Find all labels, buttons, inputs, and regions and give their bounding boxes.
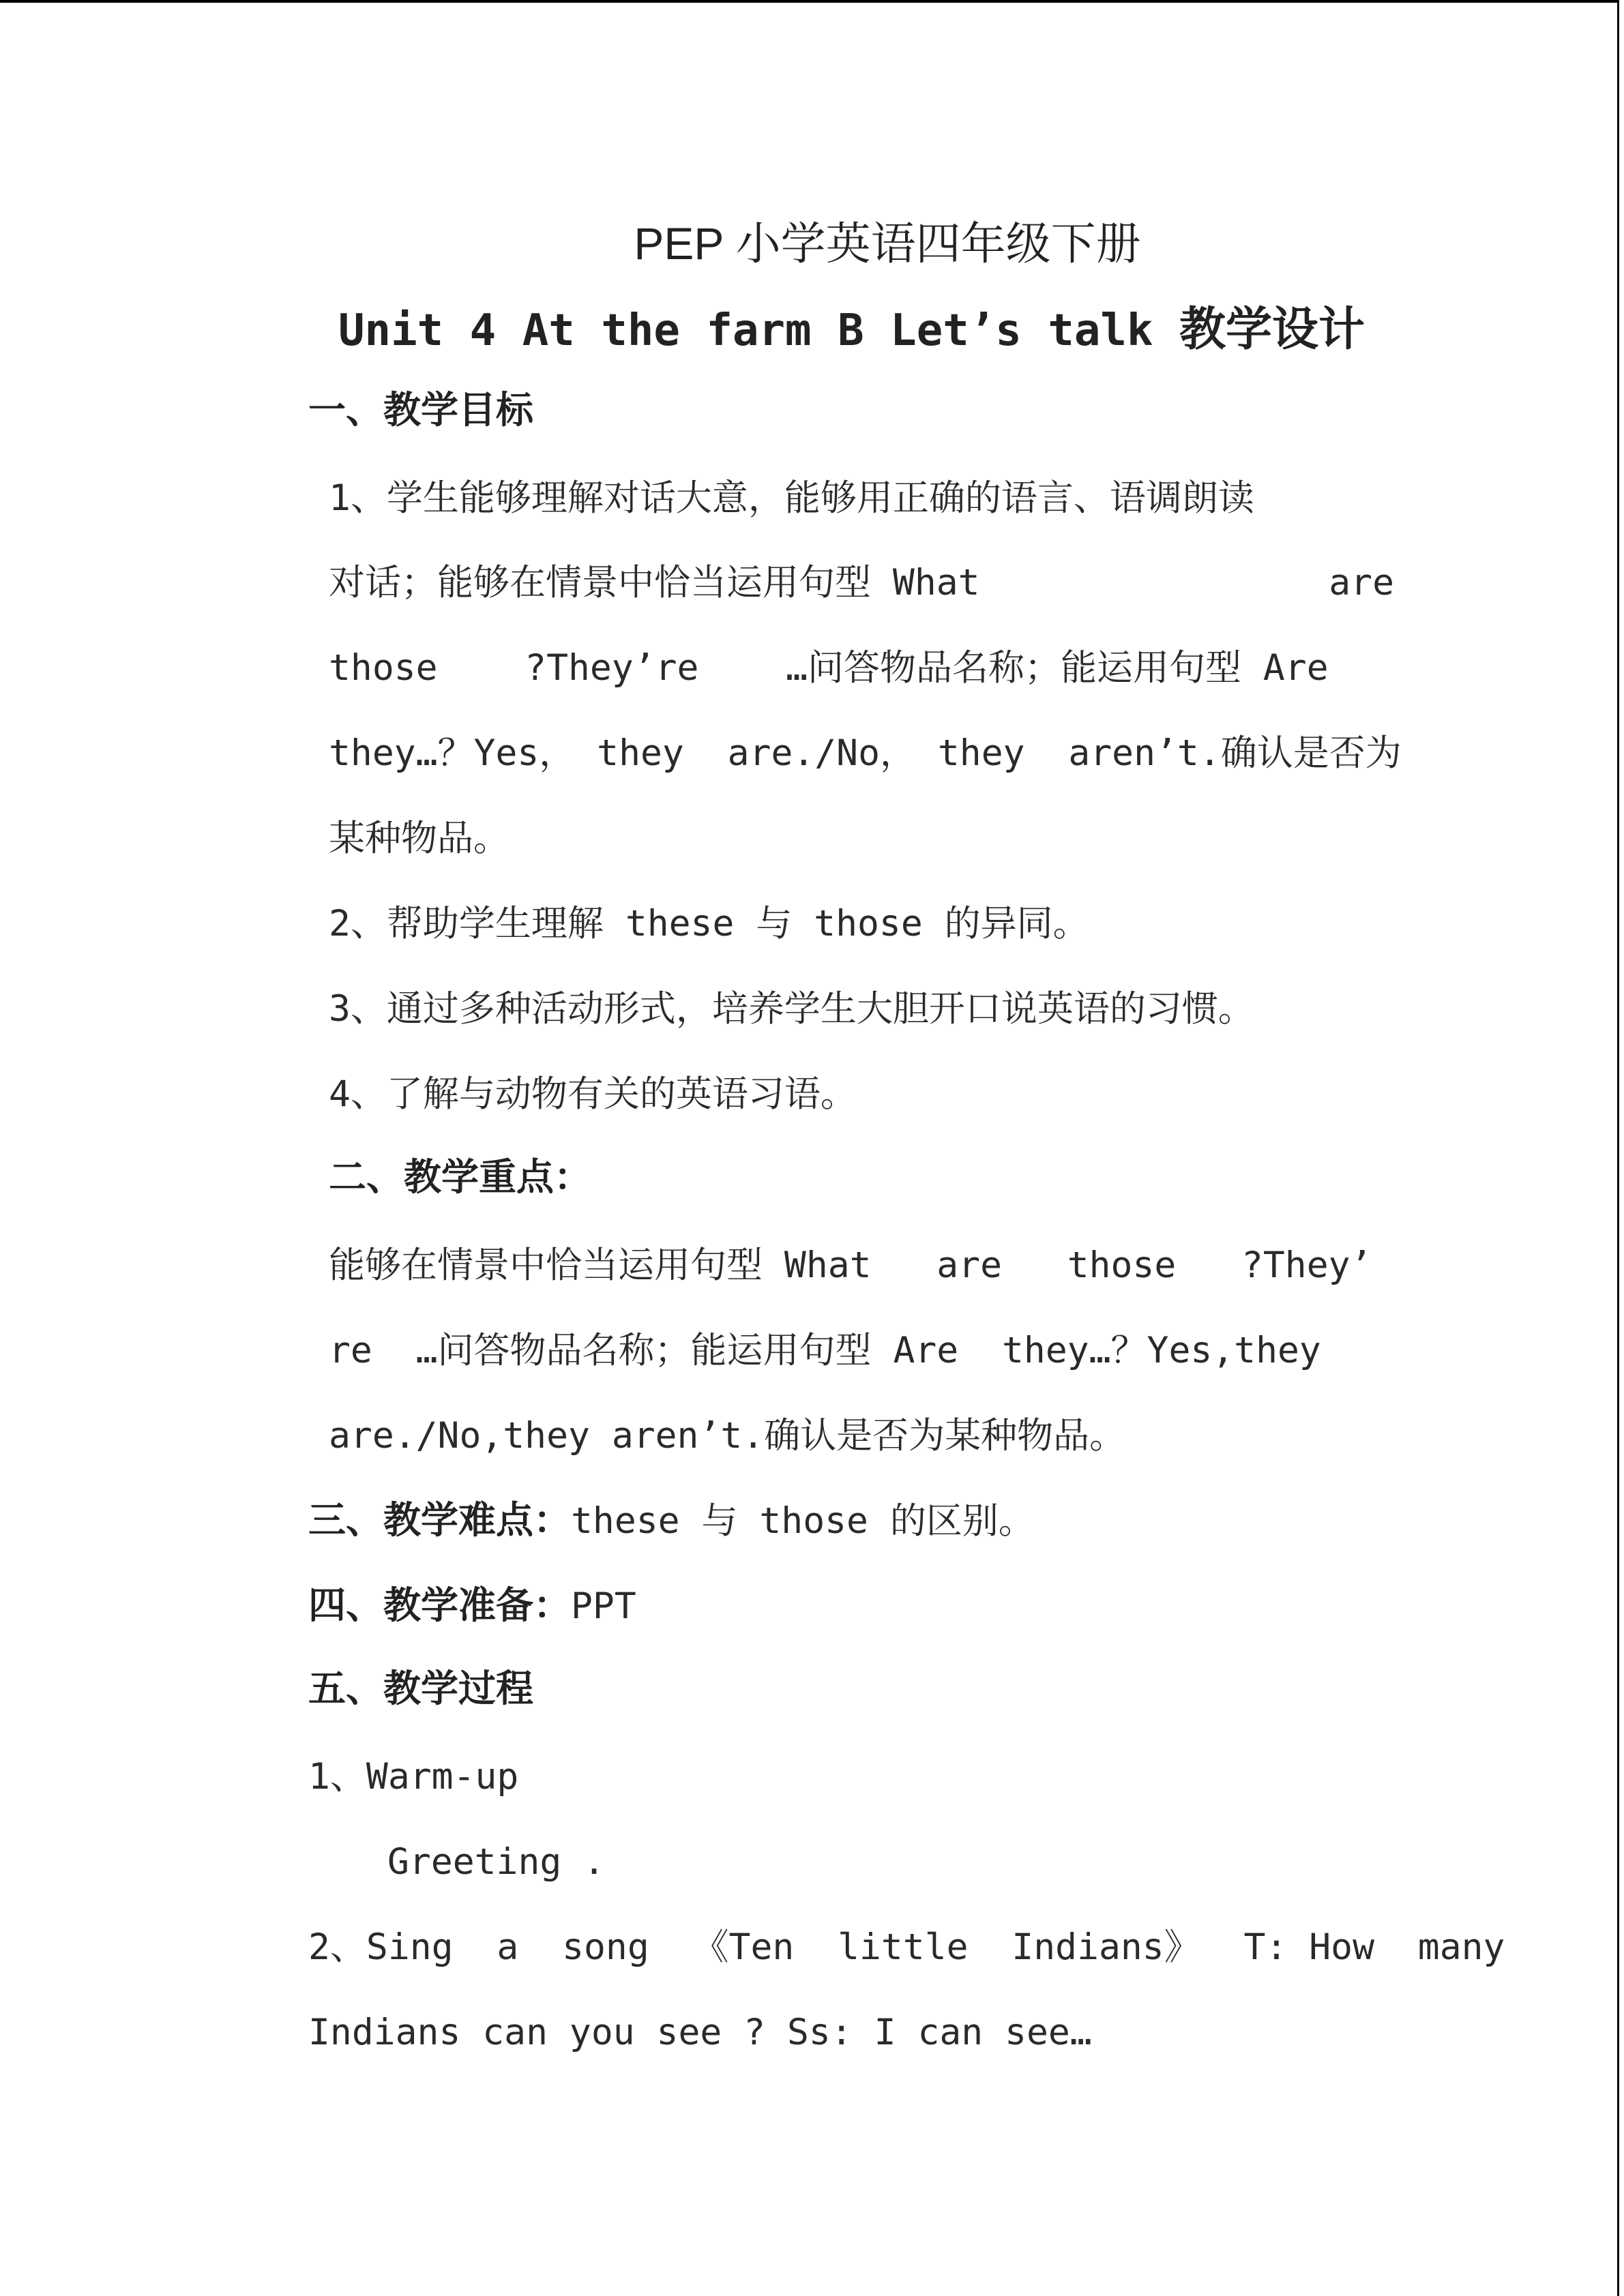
objective-1-line-2 xyxy=(329,562,1394,603)
objective-1-line-4: they…？Yes， they are./No， they aren’t.确认是否为 xyxy=(329,732,1402,774)
preparation-line xyxy=(308,1583,636,1627)
process-step-1-greeting: Greeting . xyxy=(387,1841,606,1883)
section-heading-objectives: 一、教学目标 xyxy=(308,388,534,432)
objective-1-line-2-right: are xyxy=(1329,562,1394,603)
objective-4: 4、了解与动物有关的英语习语。 xyxy=(329,1073,857,1115)
objective-1-line-1: 1、学生能够理解对话大意，能够用正确的语言、语调朗读 xyxy=(329,477,1254,519)
section-heading-difficulty: 三、教学难点： xyxy=(308,1498,572,1542)
objective-2: 2、帮助学生理解 these 与 those 的异同。 xyxy=(329,903,1089,944)
document-title: PEP 小学英语四年级下册 xyxy=(634,218,1141,269)
difficulty-text: these 与 those 的区别。 xyxy=(571,1500,1035,1542)
difficulty-line xyxy=(308,1498,1035,1542)
objective-1-line-2-left: 对话；能够在情景中恰当运用句型 What xyxy=(329,562,980,603)
section-heading-preparation: 四、教学准备： xyxy=(308,1583,572,1627)
key-points-line-1: 能够在情景中恰当运用句型 What are those ?They’ xyxy=(329,1244,1372,1286)
process-step-1: 1、Warm-up xyxy=(308,1756,519,1798)
objective-1-line-5: 某种物品。 xyxy=(329,818,510,859)
process-step-2-line-2: Indians can you see ? Ss: I can see… xyxy=(308,2012,1092,2053)
process-step-2-line-1: 2、Sing a song 《Ten little Indians》 T: How many xyxy=(308,1926,1505,1968)
section-heading-key-points: 二、教学重点： xyxy=(329,1155,592,1199)
key-points-line-2: re …问答物品名称；能运用句型 Are they…？Yes,they xyxy=(329,1330,1321,1371)
preparation-text: PPT xyxy=(571,1585,636,1627)
key-points-line-3: are./No,they aren’t.确认是否为某种物品。 xyxy=(329,1415,1126,1457)
subtitle-chinese: 教学设计 xyxy=(1179,303,1365,357)
subtitle-english: Unit 4 At the farm B Let’s talk xyxy=(338,305,1179,356)
objective-3: 3、通过多种活动形式，培养学生大胆开口说英语的习惯。 xyxy=(329,988,1254,1030)
section-heading-process: 五、教学过程 xyxy=(308,1667,534,1710)
document-subtitle xyxy=(338,293,1365,359)
objective-1-line-3: those ?They’re …问答物品名称；能运用句型 Are xyxy=(329,647,1329,689)
